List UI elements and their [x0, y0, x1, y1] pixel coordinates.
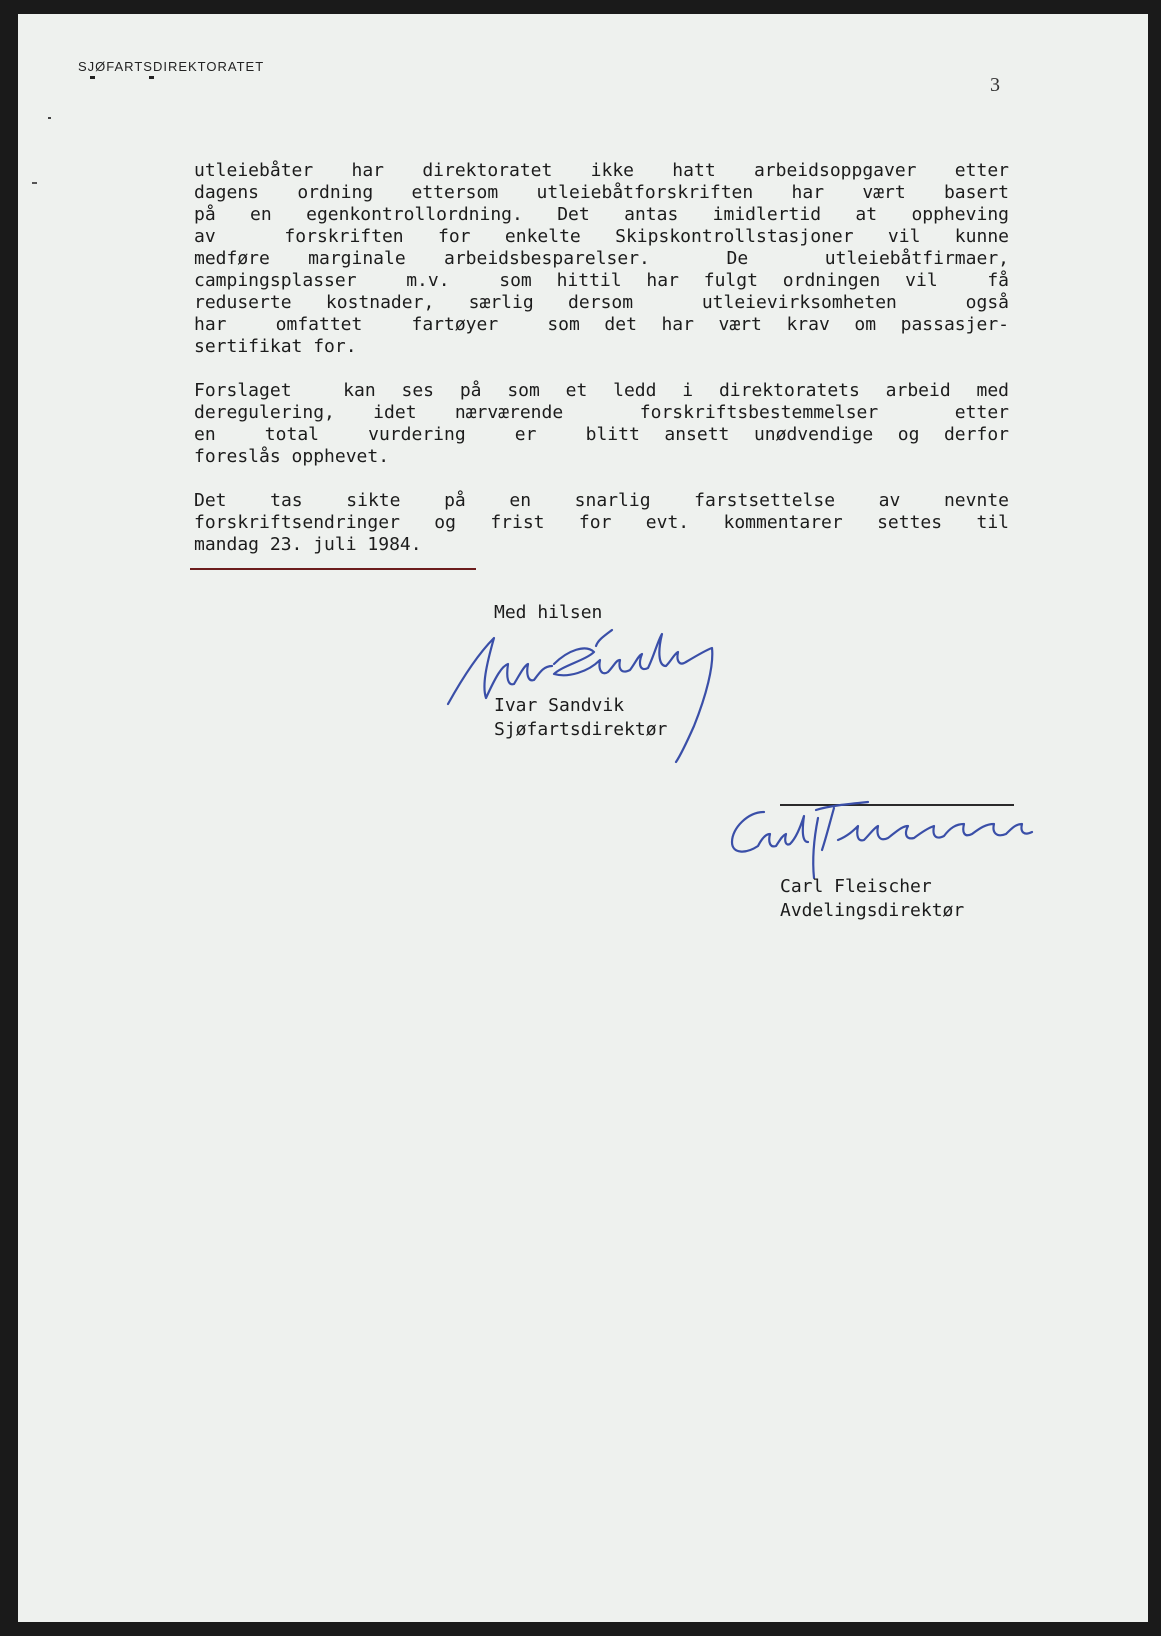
deadline-line: mandag 23. juli 1984. [194, 534, 422, 555]
paragraph-2 [194, 380, 1009, 468]
paragraph-1 [194, 160, 1009, 358]
body-line: dagens ordning ettersom utleiebåtforskriften har vært basert [194, 182, 1009, 203]
paragraph-3 [194, 490, 1009, 556]
closing-salutation: Med hilsen [494, 602, 603, 623]
body-line: på en egenkontrollordning. Det antas imidlertid at oppheving [194, 204, 1009, 225]
body-line: har omfattet fartøyer som det har vært krav om passasjer- [194, 314, 1009, 335]
body-line: campingsplasser m.v. som hittil har fulgt ordningen vil få [194, 270, 1009, 291]
signer-title: Sjøfartsdirektør [494, 719, 668, 740]
page-number: 3 [990, 74, 1000, 96]
deadline-underline [190, 568, 476, 570]
body-line: Det tas sikte på en snarlig farstsettelse av nevnte [194, 490, 1009, 511]
signer-block-2 [780, 875, 964, 923]
body-line: Forslaget kan ses på som et ledd i direktoratets arbeid med [194, 380, 1009, 401]
body-line: forskriftsendringer og frist for evt. kommentarer settes til [194, 512, 1009, 533]
body-line: deregulering, idet nærværende forskriftsbestemmelser etter [194, 402, 1009, 423]
body-line: foreslås opphevet. [194, 446, 390, 467]
body-line: reduserte kostnader, særlig dersom utleievirksomheten også [194, 292, 1009, 313]
signer-name: Ivar Sandvik [494, 695, 625, 716]
signer-name: Carl Fleischer [780, 876, 932, 897]
document-page [18, 14, 1148, 1622]
body-line: en total vurdering er blitt ansett unødvendige og derfor [194, 424, 1009, 445]
body-line: sertifikat for. [194, 336, 357, 357]
body-line: av forskriften for enkelte Skipskontrollstasjoner vil kunne [194, 226, 1009, 247]
letterhead-org: SJØFARTSDIREKTORATET [78, 59, 265, 74]
letter-body [194, 160, 1009, 556]
body-line: medføre marginale arbeidsbesparelser. De utleiebåtfirmaer, [194, 248, 1009, 269]
body-line: utleiebåter har direktoratet ikke hatt arbeidsoppgaver etter [194, 160, 1009, 181]
signer-block-1 [494, 694, 667, 742]
signer-title: Avdelingsdirektør [780, 900, 965, 921]
